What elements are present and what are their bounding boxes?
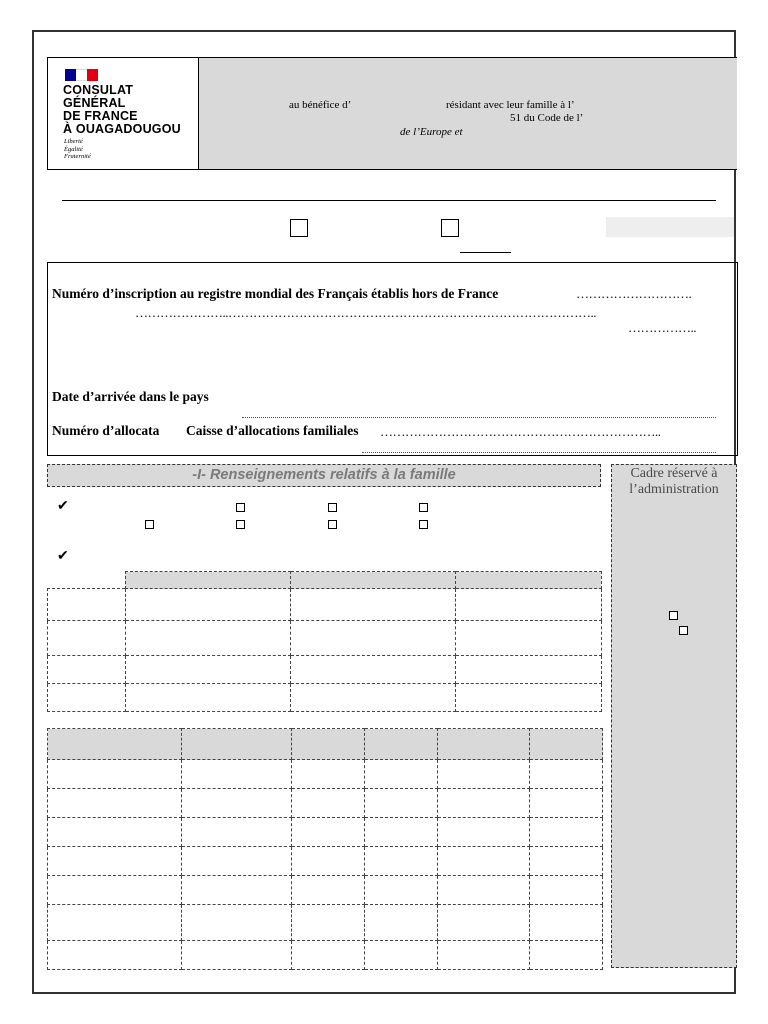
- family-checkbox-r2-2[interactable]: [236, 520, 245, 529]
- t2-cell[interactable]: [48, 818, 182, 847]
- t2-cell[interactable]: [292, 876, 365, 905]
- t2-header-cell: [292, 729, 365, 760]
- t2-cell[interactable]: [438, 941, 530, 970]
- t1-cell[interactable]: [455, 589, 601, 621]
- family-table-1: [47, 571, 602, 712]
- t2-cell[interactable]: [48, 905, 182, 941]
- t2-cell[interactable]: [530, 760, 603, 789]
- t2-cell[interactable]: [438, 818, 530, 847]
- registry-label: Numéro d’inscription au registre mondial des Français établis hors de France: [52, 286, 499, 301]
- family-checkbox-r1-3[interactable]: [419, 503, 428, 512]
- admin-panel: [611, 464, 737, 968]
- t1-cell[interactable]: [455, 684, 601, 712]
- t2-cell[interactable]: [48, 789, 182, 818]
- t2-cell[interactable]: [530, 876, 603, 905]
- t2-cell[interactable]: [182, 847, 292, 876]
- t2-cell[interactable]: [530, 905, 603, 941]
- t1-cell[interactable]: [290, 589, 455, 621]
- t2-cell[interactable]: [182, 789, 292, 818]
- family-checkbox-r2-4[interactable]: [419, 520, 428, 529]
- t2-cell[interactable]: [182, 760, 292, 789]
- t2-cell[interactable]: [365, 905, 438, 941]
- t2-cell[interactable]: [48, 847, 182, 876]
- republic-motto: Liberté Égalité Fraternité: [64, 138, 91, 160]
- t2-cell[interactable]: [438, 789, 530, 818]
- t1-cell[interactable]: [48, 656, 126, 684]
- t2-cell[interactable]: [365, 789, 438, 818]
- t2-cell[interactable]: [182, 941, 292, 970]
- t1-cell[interactable]: [290, 684, 455, 712]
- family-checkbox-r1-1[interactable]: [236, 503, 245, 512]
- t2-cell[interactable]: [530, 818, 603, 847]
- t2-cell[interactable]: [292, 905, 365, 941]
- option-checkbox-1[interactable]: [290, 219, 308, 237]
- t1-header-cell: [125, 572, 290, 589]
- t1-cell[interactable]: [290, 656, 455, 684]
- t2-cell[interactable]: [438, 876, 530, 905]
- t1-cell[interactable]: [48, 621, 126, 656]
- registry-dots-line2[interactable]: …………………..……………………………………………………………………………..: [135, 305, 596, 320]
- alloc-number-label: Numéro d’allocata: [52, 423, 160, 438]
- shaded-field[interactable]: [606, 217, 734, 237]
- t1-cell[interactable]: [455, 656, 601, 684]
- t2-cell[interactable]: [182, 818, 292, 847]
- arrival-dotted-line[interactable]: [242, 416, 716, 418]
- family-checkbox-r1-2[interactable]: [328, 503, 337, 512]
- t2-cell[interactable]: [365, 941, 438, 970]
- caisse-label: Caisse d’allocations familiales: [186, 423, 359, 438]
- t1-header-cell: [455, 572, 601, 589]
- header-band: [199, 57, 737, 170]
- option-checkbox-2[interactable]: [441, 219, 459, 237]
- t1-cell[interactable]: [125, 621, 290, 656]
- header-text-3: de l’Europe et: [400, 126, 463, 138]
- checkmark-1-icon: ✔: [57, 499, 69, 514]
- t2-cell[interactable]: [292, 760, 365, 789]
- t2-cell[interactable]: [365, 760, 438, 789]
- t1-cell[interactable]: [290, 621, 455, 656]
- t1-header-cell: [290, 572, 455, 589]
- t1-cell[interactable]: [125, 656, 290, 684]
- admin-checkbox-2[interactable]: [679, 626, 688, 635]
- caisse-dotted-line[interactable]: [362, 451, 716, 453]
- t2-cell[interactable]: [48, 760, 182, 789]
- t2-header-cell: [530, 729, 603, 760]
- t2-cell[interactable]: [365, 847, 438, 876]
- t1-cell[interactable]: [455, 621, 601, 656]
- t2-cell[interactable]: [48, 941, 182, 970]
- header-text-2: 51 du Code de l’: [510, 112, 584, 124]
- family-table-2: [47, 728, 603, 970]
- t1-cell[interactable]: [48, 589, 126, 621]
- t2-cell[interactable]: [48, 876, 182, 905]
- header-text-1b: résidant avec leur famille à l’: [446, 99, 575, 111]
- family-checkbox-r2-1[interactable]: [145, 520, 154, 529]
- t2-cell[interactable]: [530, 789, 603, 818]
- family-checkbox-r2-3[interactable]: [328, 520, 337, 529]
- t2-cell[interactable]: [182, 876, 292, 905]
- arrival-label: Date d’arrivée dans le pays: [52, 389, 209, 404]
- t1-cell[interactable]: [125, 589, 290, 621]
- section-family-title: -I- Renseignements relatifs à la famille: [47, 464, 601, 487]
- t2-cell[interactable]: [292, 847, 365, 876]
- t2-cell[interactable]: [292, 789, 365, 818]
- t2-cell[interactable]: [530, 847, 603, 876]
- t2-cell[interactable]: [438, 760, 530, 789]
- t2-cell[interactable]: [182, 905, 292, 941]
- header-text-1a: au bénéfice d’: [289, 99, 352, 111]
- t2-cell[interactable]: [365, 818, 438, 847]
- t2-header-cell: [48, 729, 182, 760]
- t1-cell[interactable]: [125, 684, 290, 712]
- t2-header-cell: [438, 729, 530, 760]
- checkmark-2-icon: ✔: [57, 549, 69, 564]
- t2-cell[interactable]: [438, 905, 530, 941]
- t2-header-cell: [365, 729, 438, 760]
- t2-cell[interactable]: [292, 941, 365, 970]
- registry-dots-line3[interactable]: ……………..: [628, 320, 696, 335]
- t2-header-cell: [182, 729, 292, 760]
- t2-cell[interactable]: [292, 818, 365, 847]
- t2-cell[interactable]: [530, 941, 603, 970]
- title-rule: [62, 200, 716, 201]
- t2-cell[interactable]: [438, 847, 530, 876]
- registry-dots[interactable]: ……………………….: [576, 286, 692, 301]
- t2-cell[interactable]: [365, 876, 438, 905]
- institution-name: CONSULAT GÉNÉRAL DE FRANCE À OUAGADOUGOU: [63, 83, 181, 136]
- french-flag-icon: [65, 69, 98, 81]
- caisse-dots[interactable]: …………………………………………………………..: [380, 424, 661, 439]
- t1-cell[interactable]: [48, 684, 126, 712]
- admin-title: Cadre réservé à l’administration: [629, 466, 719, 497]
- short-rule: [460, 252, 511, 253]
- admin-checkbox-1[interactable]: [669, 611, 678, 620]
